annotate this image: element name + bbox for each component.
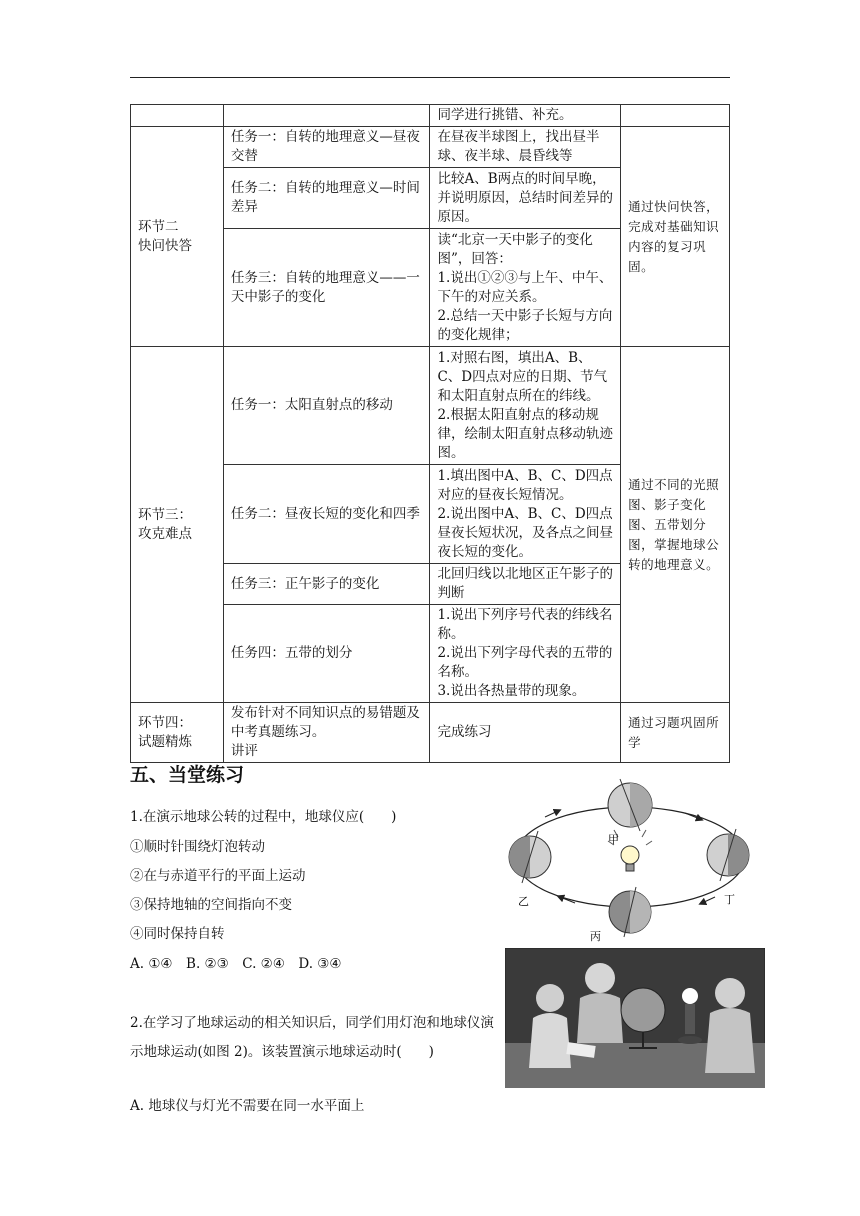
activity-cell: 1.填出图中A、B、C、D四点对应的昼夜长短情况。 2.说出图中A、B、C、D四点昼夜长短状况，及各点之间昼夜长短的变化。 bbox=[430, 465, 621, 564]
activity-cell: 1.对照右图，填出A、B、C、D四点对应的日期、节气和太阳直射点所在的纬线。 2.根据太阳直射点的移动规律，绘制太阳直射点移动轨迹图。 bbox=[430, 347, 621, 465]
globe-icon bbox=[608, 779, 652, 831]
task-cell: 发布针对不同知识点的易错题及中考真题练习。 讲评 bbox=[223, 703, 430, 763]
earth-revolution-figure bbox=[500, 775, 760, 945]
question-1-choices: A. ①④ B. ②③ C. ②④ D. ③④ bbox=[130, 956, 342, 972]
question-1-option: ④同时保持自转 bbox=[130, 926, 225, 942]
intent-cell: 通过不同的光照图、影子变化图、五带划分图，掌握地球公转的地理意义。 bbox=[621, 347, 730, 703]
stage-label: 环节四： 试题精炼 bbox=[131, 703, 224, 763]
intent-cell: 通过快问快答，完成对基础知识内容的复习巩固。 bbox=[621, 127, 730, 347]
intent-cell: 通过习题巩固所学 bbox=[621, 703, 730, 763]
question-1-option: ②在与赤道平行的平面上运动 bbox=[130, 868, 306, 884]
students-demo-photo bbox=[505, 948, 765, 1088]
globe-icon bbox=[609, 887, 651, 937]
stage-label: 环节三： 攻克难点 bbox=[131, 347, 224, 703]
globe-icon bbox=[509, 831, 551, 883]
figure-label-left: 乙 bbox=[518, 895, 529, 908]
activity-cell: 同学进行挑错、补充。 bbox=[430, 105, 621, 127]
task-cell: 任务一：太阳直射点的移动 bbox=[223, 347, 430, 465]
intent-cell bbox=[621, 105, 730, 127]
lesson-plan-table bbox=[130, 104, 730, 763]
header-rule bbox=[130, 77, 730, 78]
activity-cell: 比较A、B两点的时间早晚，并说明原因，总结时间差异的原因。 bbox=[430, 168, 621, 229]
figure-label-bottom: 丙 bbox=[590, 930, 601, 943]
task-cell bbox=[223, 105, 430, 127]
activity-cell: 完成练习 bbox=[430, 703, 621, 763]
stage-label: 环节二 快问快答 bbox=[131, 127, 224, 347]
figure-label-top: 甲 bbox=[608, 833, 619, 846]
task-cell: 任务三：正午影子的变化 bbox=[223, 564, 430, 605]
activity-cell: 北回归线以北地区正午影子的判断 bbox=[430, 564, 621, 605]
question-1-option: ①顺时针围绕灯泡转动 bbox=[130, 839, 265, 855]
table-row bbox=[131, 105, 730, 127]
question-2-stem: 2.在学习了地球运动的相关知识后，同学们用灯泡和地球仪演示地球运动(如图 2)。该装置演示地球运动时( ) bbox=[130, 1015, 494, 1060]
section-title: 五、当堂练习 bbox=[130, 764, 245, 786]
task-cell: 任务二：自转的地理意义—时间差异 bbox=[223, 168, 430, 229]
task-cell: 任务二：昼夜长短的变化和四季 bbox=[223, 465, 430, 564]
orbit-arrow bbox=[545, 811, 558, 817]
globe-icon bbox=[707, 829, 749, 881]
table-row bbox=[131, 347, 730, 465]
activity-cell: 在昼夜半球图上，找出昼半球、夜半球、晨昏线等 bbox=[430, 127, 621, 168]
question-1-option: ③保持地轴的空间指向不变 bbox=[130, 897, 292, 913]
activity-cell: 读“北京一天中影子的变化图”，回答： 1.说出①②③与上午、中午、下午的对应关系。 2.总结一天中影子长短与方向的变化规律； bbox=[430, 229, 621, 347]
question-1-stem: 1.在演示地球公转的过程中，地球仪应( ) bbox=[130, 809, 397, 825]
figure-label-right: 丁 bbox=[724, 893, 735, 906]
table-row bbox=[131, 703, 730, 763]
orbit-arrow bbox=[702, 897, 715, 903]
activity-cell: 1.说出下列序号代表的纬线名称。 2.说出下列字母代表的五带的名称。 3.说出各热量带的现象。 bbox=[430, 605, 621, 703]
stage-cell bbox=[131, 105, 224, 127]
task-cell: 任务三：自转的地理意义——一天中影子的变化 bbox=[223, 229, 430, 347]
task-cell: 任务一：自转的地理意义—昼夜交替 bbox=[223, 127, 430, 168]
table-row bbox=[131, 127, 730, 168]
question-2-option: A. 地球仪与灯光不需要在同一水平面上 bbox=[130, 1098, 365, 1114]
task-cell: 任务四：五带的划分 bbox=[223, 605, 430, 703]
